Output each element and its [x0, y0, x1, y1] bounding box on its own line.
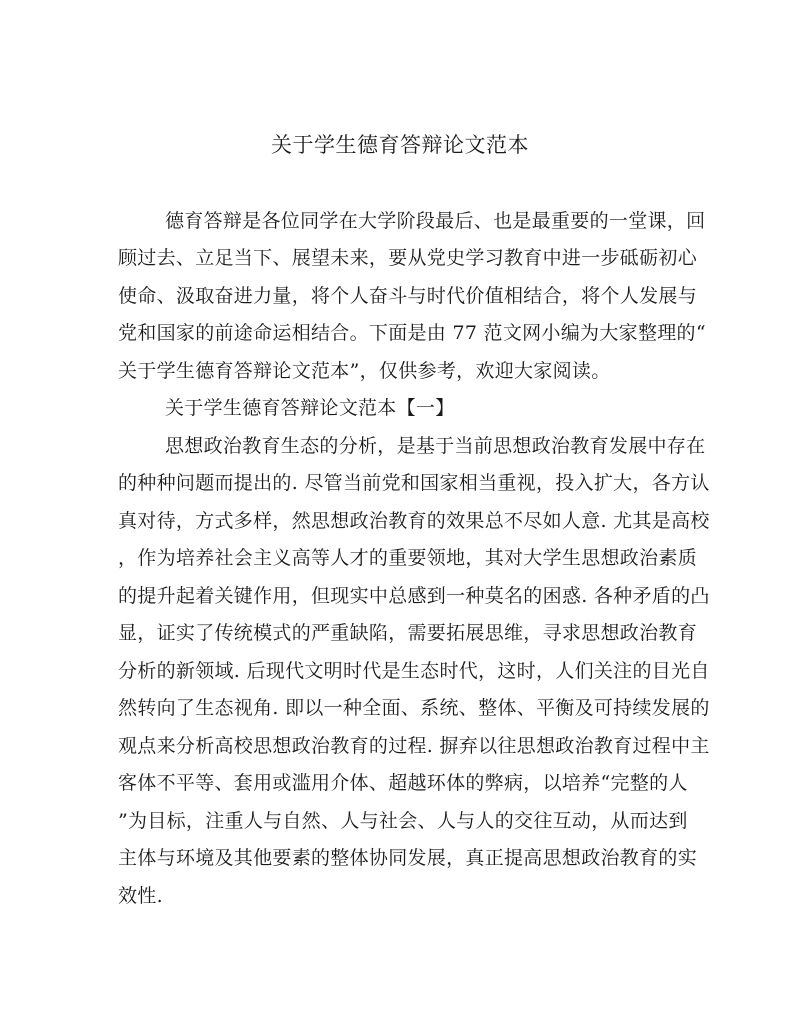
body-line: ，作为培养社会主义高等人才的重要领地，其对大学生思想政治素质 [118, 547, 698, 569]
intro-line: 顾过去、立足当下、展望未来，要从党史学习教育中进一步砥砺初心 [118, 247, 698, 269]
intro-line: 德育答辩是各位同学在大学阶段最后、也是最重要的一堂课，回 [165, 210, 706, 232]
body-line: 主体与环境及其他要素的整体协同发展，真正提高思想政治教育的实 [118, 847, 698, 869]
body-line: 真对待，方式多样，然思想政治教育的效果总不尽如人意. 尤其是高校 [118, 510, 710, 532]
body-line: 效性. [118, 885, 163, 907]
intro-line: 党和国家的前途命运相结合。下面是由 77 范文网小编为大家整理的“ [118, 322, 706, 344]
intro-line: 关于学生德育答辩论文范本”，仅供参考，欢迎大家阅读。 [118, 360, 611, 382]
body-line: 然转向了生态视角. 即以一种全面、系统、整体、平衡及可持续发展的 [118, 697, 710, 719]
intro-line: 使命、汲取奋进力量，将个人奋斗与时代价值相结合，将个人发展与 [118, 285, 698, 307]
body-line: 的提升起着关键作用，但现实中总感到一种莫名的困惑. 各种矛盾的凸 [118, 585, 710, 607]
body-line: 观点来分析高校思想政治教育的过程. 摒弃以往思想政治教育过程中主 [118, 735, 710, 757]
body-line: ”为目标，注重人与自然、人与社会、人与人的交往互动，从而达到 [118, 810, 688, 832]
body-line: 客体不平等、套用或滥用介体、超越环体的弊病，以培养“完整的人 [118, 772, 688, 794]
body-line: 分析的新领域. 后现代文明时代是生态时代，这时，人们关注的目光自 [118, 660, 710, 682]
body-line: 显，证实了传统模式的严重缺陷，需要拓展思维，寻求思想政治教育 [118, 622, 698, 644]
body-line: 的种种问题而提出的. 尽管当前党和国家相当重视，投入扩大，各方认 [118, 472, 710, 494]
section-heading: 关于学生德育答辩论文范本【一】 [165, 397, 455, 419]
document-title: 关于学生德育答辩论文范本 [271, 133, 529, 157]
body-line: 思想政治教育生态的分析，是基于当前思想政治教育发展中存在 [165, 435, 706, 457]
